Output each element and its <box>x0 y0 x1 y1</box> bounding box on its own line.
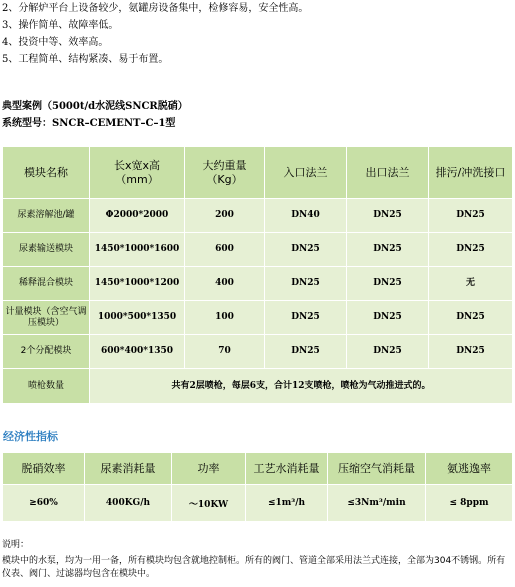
system-model: 系统型号：SNCR–CEMENT–C–1型 <box>2 118 176 129</box>
module-inlet: DN40 <box>265 199 347 233</box>
module-weight: 100 <box>185 301 265 335</box>
module-outlet: DN25 <box>347 301 429 335</box>
header-urea-consumption: 尿素消耗量 <box>85 453 172 485</box>
module-outlet: DN25 <box>347 233 429 267</box>
module-inlet: DN25 <box>265 301 347 335</box>
economic-table-header <box>3 453 513 485</box>
ammonia-slip-value: ≤ 8ppm <box>426 485 513 522</box>
module-name: 2个分配模块 <box>3 335 90 369</box>
feature-item: 3、操作简单、故障率低。 <box>2 20 119 31</box>
header-power: 功率 <box>172 453 246 485</box>
module-size: 600*400*1350 <box>90 335 185 369</box>
denox-efficiency-value: ≥60% <box>3 485 85 522</box>
water-consumption-value: ≤1m³/h <box>246 485 328 522</box>
module-drain: DN25 <box>429 301 513 335</box>
module-inlet: DN25 <box>265 233 347 267</box>
nozzle-description: 共有2层喷枪，每层6支，合计12支喷枪，喷枪为气动推进式的。 <box>90 369 513 404</box>
economic-table <box>2 452 513 522</box>
module-size: 1450*1000*1200 <box>90 267 185 301</box>
note-body: 模块中的水泵，均为一用一备，所有模块均包含就地控制柜。所有的阀门、管道全部采用法兰式连接，全部为304不锈钢。所有仪表、阀门、过滤器均包含在模块中。 <box>2 556 506 579</box>
module-drain: 无 <box>429 267 513 301</box>
urea-consumption-value: 400KG/h <box>85 485 172 522</box>
module-name: 计量模块（含空气调压模块） <box>3 301 90 335</box>
module-table <box>2 146 513 404</box>
table-row <box>3 485 513 522</box>
air-consumption-value: ≤3Nm³/min <box>328 485 426 522</box>
header-dimensions: 长x宽x高 （mm） <box>90 147 185 199</box>
module-size: 1000*500*1350 <box>90 301 185 335</box>
power-value: ～10KW <box>172 485 246 522</box>
module-name: 尿素输送模块 <box>3 233 90 267</box>
table-row <box>3 233 513 267</box>
module-outlet: DN25 <box>347 335 429 369</box>
module-weight: 70 <box>185 335 265 369</box>
module-name: 稀释混合模块 <box>3 267 90 301</box>
module-name: 尿素溶解池/罐 <box>3 199 90 233</box>
module-weight: 600 <box>185 233 265 267</box>
module-drain: DN25 <box>429 335 513 369</box>
table-row <box>3 301 513 335</box>
header-outlet-flange: 出口法兰 <box>347 147 429 199</box>
module-drain: DN25 <box>429 233 513 267</box>
module-size: 1450*1000*1600 <box>90 233 185 267</box>
feature-item: 5、工程简单、结构紧凑、易于布置。 <box>2 54 169 65</box>
table-row <box>3 199 513 233</box>
economic-section-title: 经济性指标 <box>3 430 58 443</box>
module-size: Φ2000*2000 <box>90 199 185 233</box>
module-drain: DN25 <box>429 199 513 233</box>
module-weight: 400 <box>185 267 265 301</box>
module-weight: 200 <box>185 199 265 233</box>
header-denox-efficiency: 脱硝效率 <box>3 453 85 485</box>
header-ammonia-slip: 氨逃逸率 <box>426 453 513 485</box>
module-inlet: DN25 <box>265 335 347 369</box>
header-air-consumption: 压缩空气消耗量 <box>328 453 426 485</box>
table-row <box>3 335 513 369</box>
note-title: 说明： <box>2 540 30 550</box>
nozzle-row <box>3 369 513 404</box>
header-water-consumption: 工艺水消耗量 <box>246 453 328 485</box>
header-weight: 大约重量 （Kg） <box>185 147 265 199</box>
module-outlet: DN25 <box>347 199 429 233</box>
header-drain-port: 排污/冲洗接口 <box>429 147 513 199</box>
module-outlet: DN25 <box>347 267 429 301</box>
header-module-name: 模块名称 <box>3 147 90 199</box>
feature-item: 4、投资中等、效率高。 <box>2 37 109 48</box>
nozzle-label: 喷枪数量 <box>3 369 90 404</box>
module-inlet: DN25 <box>265 267 347 301</box>
table-row <box>3 267 513 301</box>
header-inlet-flange: 入口法兰 <box>265 147 347 199</box>
module-table-header <box>3 147 513 199</box>
feature-item: 2、分解炉平台上设备较少，氨罐房设备集中，检修容易，安全性高。 <box>2 3 309 14</box>
case-title: 典型案例（5000t/d水泥线SNCR脱硝） <box>2 101 188 112</box>
